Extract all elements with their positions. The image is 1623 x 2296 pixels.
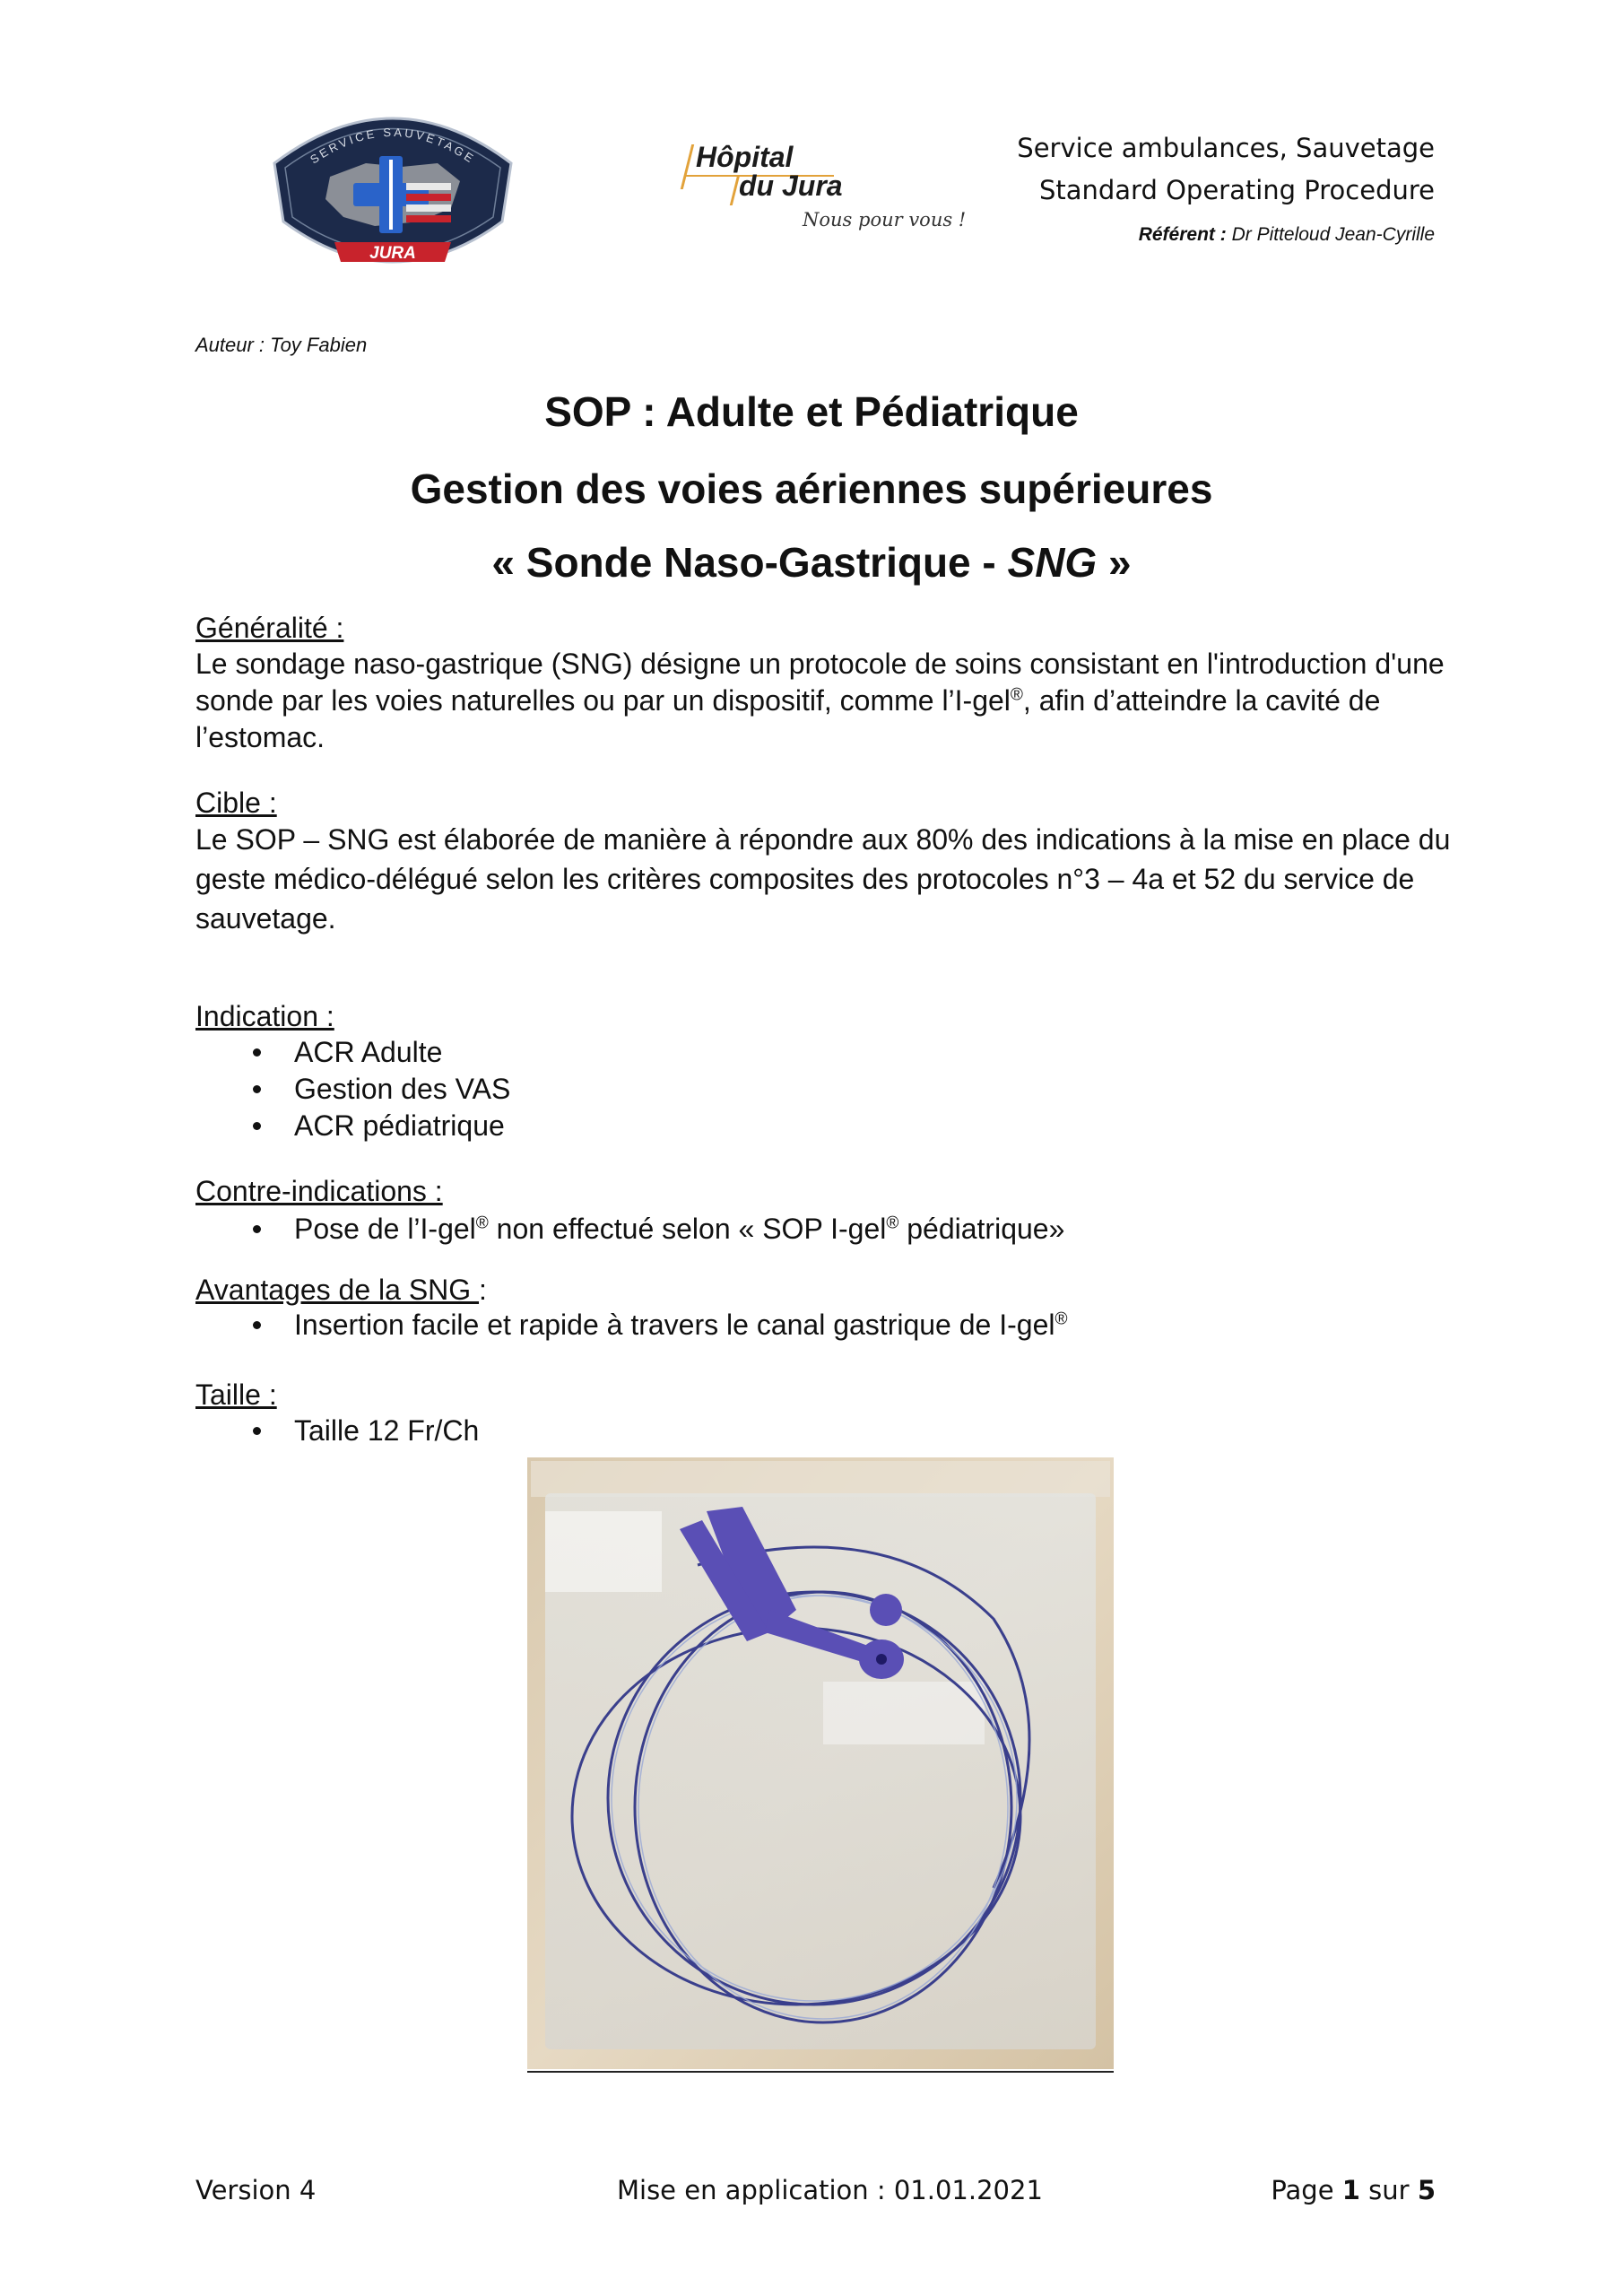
- footer-mise-en-application: Mise en application : 01.01.2021: [617, 2175, 1043, 2205]
- list-item: ACR pédiatrique: [195, 1108, 510, 1144]
- hopital-du-jura-logo: [681, 139, 967, 247]
- indication-heading: Indication :: [195, 1000, 334, 1032]
- taille-heading: Taille :: [195, 1378, 277, 1411]
- footer-page-total: 5: [1417, 2175, 1436, 2205]
- taille-list: [195, 1413, 479, 1449]
- header-sop-line: Standard Operating Procedure: [1038, 175, 1435, 205]
- footer-page-current: 1: [1341, 2175, 1360, 2205]
- avantages-list: [195, 1307, 1067, 1344]
- title-line-3-c: »: [1097, 539, 1132, 586]
- title-line-3-sng: SNG: [1007, 539, 1098, 586]
- title-line-3: [0, 538, 1623, 587]
- referent-label: Référent :: [1138, 224, 1227, 245]
- generalite-text: [195, 646, 1451, 756]
- ci-text-b: non effectué selon « SOP I-gel: [488, 1213, 887, 1245]
- registered-mark: ®: [1055, 1309, 1068, 1329]
- list-item: ACR Adulte: [195, 1034, 510, 1071]
- avantages-item-text: Insertion facile et rapide à travers le canal gastrique de I-gel: [294, 1309, 1055, 1341]
- cible-heading: Cible :: [195, 787, 277, 819]
- title-line-2: Gestion des voies aériennes supérieures: [410, 465, 1213, 512]
- svg-text:SERVICE SAUVETAGE: SERVICE SAUVETAGE: [308, 125, 478, 167]
- list-item: Taille 12 Fr/Ch: [195, 1413, 479, 1449]
- header-referent: [1139, 224, 1435, 246]
- ci-text-a: Pose de l’I-gel: [294, 1213, 476, 1245]
- header-service-line: Service ambulances, Sauvetage: [1017, 133, 1435, 163]
- registered-mark: ®: [886, 1213, 899, 1233]
- cible-text: Le SOP – SNG est élaborée de manière à répondre aux 80% des indications à la mise en place du geste médico-délégué selon les critères composites des protocoles n°3 – 4a et 52 du service de sauvetage.: [195, 823, 1451, 935]
- footer-page-label: Page: [1271, 2175, 1342, 2205]
- list-item: Gestion des VAS: [195, 1071, 510, 1108]
- logo-word-hopital: Hôpital: [696, 141, 794, 173]
- footer-page-number: [1271, 2175, 1436, 2205]
- avantages-heading-text: Avantages de la SNG: [195, 1274, 480, 1306]
- contre-indications-list: [195, 1211, 1064, 1248]
- list-item: [195, 1307, 1067, 1344]
- avantages-colon: :: [479, 1274, 487, 1306]
- generalite-heading: Généralité :: [195, 612, 344, 644]
- service-sauvetage-logo: [267, 100, 518, 284]
- footer-version: Version 4: [195, 2175, 317, 2205]
- svg-text:JURA: JURA: [369, 244, 416, 263]
- title-line-3-a: « Sonde Naso-Gastrique -: [491, 539, 1008, 586]
- title-line-1: SOP : Adulte et Pédiatrique: [544, 388, 1079, 435]
- sng-package-photo: [527, 1457, 1114, 2069]
- generalite-text-b: , afin d’atteindre la cavité de l’estomac.: [195, 684, 1381, 753]
- list-item: [195, 1211, 1064, 1248]
- ci-text-c: pédiatrique»: [898, 1213, 1065, 1245]
- contre-indications-heading: Contre-indications :: [195, 1175, 443, 1207]
- indication-list: [195, 1034, 510, 1144]
- logo-word-dujura: du Jura: [739, 170, 843, 202]
- registered-mark: ®: [1010, 685, 1023, 705]
- registered-mark: ®: [475, 1213, 489, 1233]
- referent-name: Dr Pitteloud Jean-Cyrille: [1231, 224, 1435, 245]
- avantages-heading: [195, 1274, 487, 1307]
- photo-rule: [527, 2071, 1114, 2073]
- author: Auteur : Toy Fabien: [195, 334, 368, 356]
- generalite-text-a: Le sondage naso-gastrique (SNG) désigne un protocole de soins consistant en l'introduction d'une sonde par les voies naturelles ou par un dispositif, comme l’I-gel: [195, 648, 1445, 717]
- footer-page-sep: sur: [1359, 2175, 1418, 2205]
- logo-slogan: Nous pour vous !: [803, 209, 967, 230]
